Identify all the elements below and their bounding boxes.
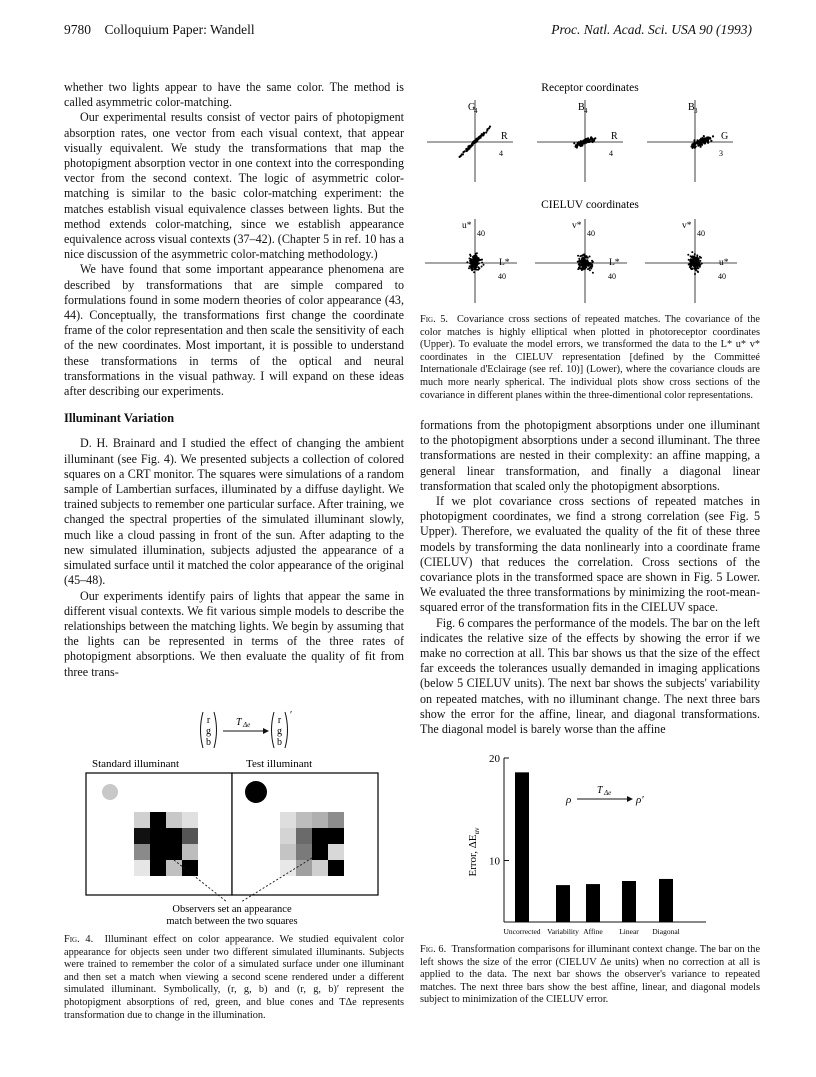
x-axis-scale: 40 xyxy=(608,272,616,281)
scatter-point xyxy=(481,262,483,264)
y-axis-label: B xyxy=(578,102,585,113)
y-axis-scale: 40 xyxy=(587,229,595,238)
scatter-point xyxy=(464,150,466,152)
x-axis-scale: 4 xyxy=(609,149,613,158)
scatter-point xyxy=(483,264,485,266)
scatter-point xyxy=(476,140,478,142)
scatter-point xyxy=(471,265,473,267)
scatter-point xyxy=(476,138,478,140)
scatter-point xyxy=(587,268,589,270)
scatter-point xyxy=(581,140,583,142)
scatter-point xyxy=(472,142,474,144)
scatter-point xyxy=(585,257,587,259)
scatter-point xyxy=(470,263,472,265)
scatter-point xyxy=(692,255,694,257)
x-axis-label: R xyxy=(611,131,618,142)
test-mosaic xyxy=(280,812,344,876)
bar-linear xyxy=(622,881,636,922)
reference-surface xyxy=(102,784,118,800)
scatter-point xyxy=(702,141,704,143)
y-axis-label: Error, $\Delta E_{uv}$ xyxy=(467,827,481,877)
scatter-point xyxy=(580,263,582,265)
y-axis-scale: 4 xyxy=(584,107,588,115)
scatter-point xyxy=(694,262,696,264)
scatter-point xyxy=(483,132,485,134)
scatter-point xyxy=(584,253,586,255)
scatter-point xyxy=(480,259,482,261)
caption-text: Transformation comparisons for illuminant context change. The bar on the left shows the size of the error (CIELUV Δe units) when no correction at all is applied to the data. The next bar shows the observer's variance to repeated matches. The next three bars show the best affine, linear, and diagonal models subject to minimization of the CIELUV error. xyxy=(420,944,761,1006)
x-axis-label: R xyxy=(501,131,508,142)
paragraph: Our experiments identify pairs of lights that appear the same in different visual contexts. We fit various simple models to describe the relationships between the matching lights. We begin by assuming that the lights can be represented in terms of the three rates of photopigment absorptions. We then evaluate the quality of fit from three trans- xyxy=(64,588,404,679)
scatter-point xyxy=(585,266,587,268)
category-label: Diagonal xyxy=(652,927,680,936)
scatter-point xyxy=(581,143,583,145)
bar-affine xyxy=(586,884,600,922)
scatter-point xyxy=(577,268,579,270)
vec-b-prime: b xyxy=(277,737,282,748)
paragraph: Fig. 6 compares the performance of the models. The bar on the left indicates the relative size of the effects by showing the error if we make no correction at all. This bar shows us that the size of the effect far exceeds the tolerances usually demanded in imaging applications (below 5 CIELUV units). The next bar shows the subjects' variability on repeated matches, with no illuminant change. The next three bars show the error for the affine, linear, and diagonal transformations. The diagonal model is barely worse than the affine xyxy=(420,615,760,737)
scatter-point xyxy=(485,131,487,133)
scatter-point xyxy=(481,266,483,268)
section-heading: Illuminant Variation xyxy=(64,411,175,426)
scatter-point xyxy=(588,263,590,265)
right-column xyxy=(420,418,760,737)
scatter-point xyxy=(594,137,596,139)
running-header-left xyxy=(64,22,255,38)
transform-subscript: Δe xyxy=(243,721,251,729)
y-tick-label: 20 xyxy=(489,753,500,765)
x-axis-label: u* xyxy=(719,258,729,268)
standard-illuminant-label: Standard illuminant xyxy=(92,758,180,770)
receptor-plot-1 xyxy=(427,100,513,182)
scatter-point xyxy=(488,127,490,129)
scatter-point xyxy=(573,142,575,144)
scatter-point xyxy=(474,266,476,268)
caption-label: Fig. 6. xyxy=(420,944,447,955)
annotation-from: ρ xyxy=(566,794,572,806)
scatter-point xyxy=(475,261,477,263)
scatter-point xyxy=(589,269,591,271)
receptor-plot-2 xyxy=(537,100,623,182)
scatter-point xyxy=(476,255,478,257)
scatter-point xyxy=(692,265,694,267)
scatter-point xyxy=(591,138,593,140)
scatter-point xyxy=(712,135,714,137)
bar-uncorrected xyxy=(515,772,529,922)
x-axis-label: G xyxy=(721,131,729,142)
scatter-point xyxy=(587,137,589,139)
scatter-point xyxy=(699,144,701,146)
paragraph: formations from the photopigment absorptions under one illuminant to the photopigment absorptions under a second illuminant. The three transformations are nested in their complexity: an affine mapping, a general linear transformation, and finally a diagonal linear transformation that scaled only the photopigment absorptions. xyxy=(420,418,760,493)
scatter-point xyxy=(579,144,581,146)
callout-line-2: match between the two squares xyxy=(166,916,298,925)
scatter-point xyxy=(591,262,593,264)
cieluv-plot-2 xyxy=(535,219,627,303)
caption-text: Illuminant effect on color appearance. We studied equivalent color appearance for objects seen under two different simulated illuminants. Subjects were trained to remember the color of a simulated surface under one illuminant and then set a match when viewing a second scene rendered under a different simulated illuminant. Symbolically, (r, g, b) and (r, g, b)′ represent the photopigment absorptions of red, green, and blue cones and TΔe represents transformation due to change in the illumination. xyxy=(64,934,405,1021)
page-number: 9780 xyxy=(64,22,91,37)
scatter-point xyxy=(690,255,692,257)
scatter-point xyxy=(467,148,469,150)
scatter-point xyxy=(589,266,591,268)
x-axis-scale: 3 xyxy=(719,149,723,158)
scatter-point xyxy=(697,266,699,268)
scatter-point xyxy=(694,273,696,275)
scatter-point xyxy=(691,251,693,253)
scatter-point xyxy=(486,129,488,131)
annotation-arrowhead xyxy=(627,796,633,802)
scatter-point xyxy=(690,259,692,261)
transform-symbol: T xyxy=(236,717,242,728)
match-surface xyxy=(245,781,267,803)
scatter-point xyxy=(575,144,577,146)
paragraph: D. H. Brainard and I studied the effect of changing the ambient illuminant (see Fig. 4). We presented subjects a collection of colored squares on a CRT monitor. The squares were simulations of a random sample of Lambertian surfaces, illuminated by a diffuse daylight. We trained subjects to remember one particular surface. After training, we changed the spectral properties of the simulated illuminant slowly, much like a cloud passing in front of the sun. After adapting to the new simulated illumination, subjects adjusted the appearance of a simulated surface until it matched the color appearance of the original (45–48). xyxy=(64,436,404,588)
scatter-point xyxy=(584,141,586,143)
prime-mark: ′ xyxy=(290,710,293,721)
scatter-point xyxy=(694,268,696,270)
figure-4-caption xyxy=(64,934,404,1022)
scatter-point xyxy=(471,144,473,146)
annotation-transform-sub: Δe xyxy=(604,789,612,797)
cieluv-plot-1 xyxy=(425,219,517,303)
scatter-point xyxy=(471,269,473,271)
scatter-point xyxy=(700,142,702,144)
scatter-point xyxy=(478,266,480,268)
bar-variability xyxy=(556,885,570,922)
vec-g-prime: g xyxy=(277,726,282,737)
scatter-point xyxy=(707,141,709,143)
scatter-point xyxy=(589,256,591,258)
scatter-point xyxy=(581,255,583,257)
scatter-point xyxy=(585,260,587,262)
y-axis-label: u* xyxy=(462,221,472,231)
scatter-point xyxy=(696,254,698,256)
caption-text: Covariance cross sections of repeated matches. The covariance of the color matches is highly elliptical when plotted in photoreceptor coordinates (Upper). To evaluate the model errors, we transformed the data to the L* u* v* coordinates in the CIELUV representation [defined by the Committeé Internationale d'Eclairage (see ref. 10)] (Lower), where the covariance clouds are much more nearly spherical. The individual plots show cross sections of the covariance in different planes within the three-dimentional color representations. xyxy=(420,314,761,401)
scatter-point xyxy=(690,265,692,267)
scatter-point xyxy=(710,140,712,142)
y-axis-label: B xyxy=(688,102,695,113)
figure-6-chart xyxy=(462,752,722,942)
x-axis-scale: 4 xyxy=(499,149,503,158)
x-axis-scale: 40 xyxy=(498,272,506,281)
paragraph: Our experimental results consist of vector pairs of photopigment absorption rates, one vector from each visual context, that appear visually equivalent. We study the transformations that map the photopigment absorption vector in one context into the corresponding vector from the second context. The logic of asymmetric color-matching is similar to the basic color-matching experiment: the matches establish visual equivalence classes between lights. But the method extends color-matching, since we establish appearance equivalence across visual contexts (37–42). (Chapter 5 in ref. 10 has a nice discussion of the asymmetric color-matching methodology.) xyxy=(64,110,404,262)
vec-g: g xyxy=(206,726,211,737)
category-label: Affine xyxy=(583,927,603,936)
caption-label: Fig. 5. xyxy=(420,314,448,325)
scatter-point xyxy=(474,264,476,266)
scatter-point xyxy=(688,259,690,261)
scatter-point xyxy=(701,262,703,264)
scatter-point xyxy=(577,143,579,145)
scatter-point xyxy=(583,259,585,261)
scatter-point xyxy=(707,136,709,138)
left-column xyxy=(64,80,404,680)
scatter-point xyxy=(473,262,475,264)
scatter-point xyxy=(584,263,586,265)
y-axis-scale: 40 xyxy=(697,229,705,238)
paragraph: We have found that some important appearance phenomena are described by transformations that are simple compared to formulations found in some modern theories of color appearance (43, 44). Conceptually, the transformations first change the coordinate frame of the color representation and then scale the sensitivity of each of the new coordinates. Most important, it is possible to understand these transformations in terms of the optical and neural transformations in the visual pathway. I will expand on these ideas after describing our experiments. xyxy=(64,262,404,399)
scatter-point xyxy=(470,258,472,260)
scatter-point xyxy=(694,253,696,255)
scatter-point xyxy=(481,134,483,136)
scatter-point xyxy=(692,267,694,269)
annotation-to: ρ′ xyxy=(636,794,644,806)
test-illuminant-label: Test illuminant xyxy=(246,758,313,770)
y-axis-scale: 40 xyxy=(477,229,485,238)
callout-line-1: Observers set an appearance xyxy=(172,904,292,915)
scatter-point xyxy=(578,258,580,260)
scatter-point xyxy=(469,254,471,256)
vec-r: r xyxy=(206,715,211,726)
standard-mosaic xyxy=(134,812,198,876)
x-axis-label: L* xyxy=(609,258,620,268)
bar-diagonal xyxy=(659,879,673,922)
scatter-point xyxy=(705,137,707,139)
y-tick-label: 10 xyxy=(489,855,500,868)
scatter-point xyxy=(587,257,589,259)
scatter-point xyxy=(475,258,477,260)
scatter-point xyxy=(582,265,584,267)
vector-notation xyxy=(201,710,293,748)
paragraph: If we plot covariance cross sections of repeated matches in photopigment coordinates, we find a strong correlation (see Fig. 5 Upper). Therefore, we evaluated the quality of the fit of these three models by transforming the data nonlinearly into a coordinate frame (CIELUV) that reduces the correlation. Cross sections of the covariance plots in the transformed space are shown in Fig. 5 Lower. We evaluated the three transformations by minimizing the root-mean-squared error of the transformation fits in the CIELUV space. xyxy=(420,494,760,615)
scatter-point xyxy=(582,261,584,263)
scatter-point xyxy=(479,136,481,138)
scatter-point xyxy=(699,260,701,262)
cieluv-plot-3 xyxy=(645,219,737,303)
figure-4 xyxy=(64,710,404,925)
scatter-point xyxy=(473,255,475,257)
y-axis-label-sub: uv xyxy=(473,827,481,835)
scatter-point xyxy=(687,254,689,256)
category-label: Variability xyxy=(547,927,579,936)
y-axis-scale: 4 xyxy=(474,107,478,115)
category-label: Uncorrected xyxy=(503,927,541,936)
journal-reference: Proc. Natl. Acad. Sci. USA 90 (1993) xyxy=(551,22,752,37)
scatter-point xyxy=(577,255,579,257)
scatter-point xyxy=(692,260,694,262)
y-axis-scale: 3 xyxy=(694,107,698,115)
scatter-point xyxy=(467,145,469,147)
scatter-point xyxy=(590,263,592,265)
scatter-point xyxy=(466,261,468,263)
scatter-point xyxy=(587,139,589,141)
scatter-point xyxy=(469,260,471,262)
annotation-transform: T xyxy=(597,785,603,796)
scatter-point xyxy=(473,271,475,273)
caption-label: Fig. 4. xyxy=(64,934,94,945)
y-axis-label: G xyxy=(468,102,476,113)
scatter-point xyxy=(468,267,470,269)
scatter-point xyxy=(592,272,594,274)
paragraph: whether two lights appear to have the same color. The method is called asymmetric color-matching. xyxy=(64,80,404,110)
scatter-point xyxy=(700,257,702,259)
scatter-point xyxy=(696,261,698,263)
scatter-point xyxy=(692,146,694,148)
vec-b: b xyxy=(206,737,211,748)
scatter-point xyxy=(690,262,692,264)
scatter-point xyxy=(697,145,699,147)
section-title: Colloquium Paper: Wandell xyxy=(104,22,255,37)
category-label: Linear xyxy=(619,927,639,936)
y-axis-label: v* xyxy=(682,221,692,231)
scatter-point xyxy=(460,155,462,157)
scatter-point xyxy=(475,253,477,255)
x-axis-label: L* xyxy=(499,258,510,268)
figure-6-caption xyxy=(420,944,760,1007)
x-axis-scale: 40 xyxy=(718,272,726,281)
scatter-point xyxy=(578,260,580,262)
scatter-point xyxy=(698,263,700,265)
y-axis-label: v* xyxy=(572,221,582,231)
scatter-point xyxy=(696,258,698,260)
fig5-lower-title: CIELUV coordinates xyxy=(541,199,639,211)
scatter-point xyxy=(703,135,705,137)
receptor-plot-3 xyxy=(647,100,733,182)
scatter-point xyxy=(701,138,703,140)
vec-r-prime: r xyxy=(277,715,282,726)
fig5-upper-title: Receptor coordinates xyxy=(541,82,639,94)
scatter-point xyxy=(478,259,480,261)
scatter-point xyxy=(591,266,593,268)
figure-5 xyxy=(420,80,760,308)
scatter-point xyxy=(699,265,701,267)
scatter-point xyxy=(692,257,694,259)
figure-5-caption xyxy=(420,314,760,402)
